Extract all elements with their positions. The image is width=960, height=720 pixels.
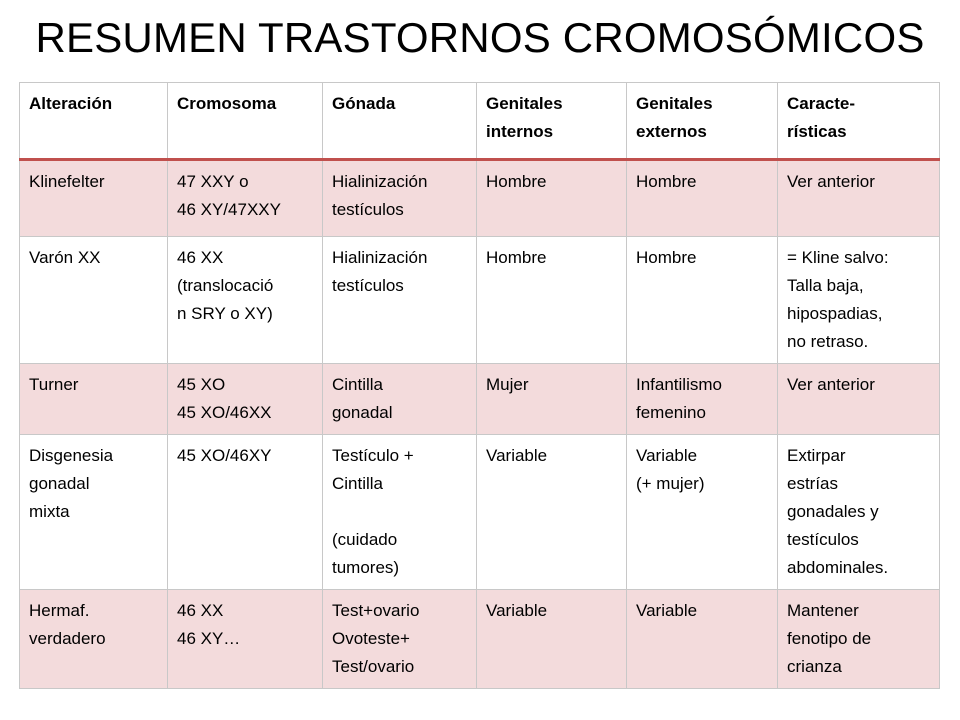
table-cell: Variable (627, 590, 778, 689)
table-cell: Mantener fenotipo de crianza (778, 590, 940, 689)
table-row (20, 160, 940, 237)
table-cell: Hermaf. verdadero (20, 590, 168, 689)
table-cell: Hombre (627, 237, 778, 364)
table-cell: Variable (+ mujer) (627, 435, 778, 590)
table-cell: Klinefelter (20, 160, 168, 237)
table-cell: Testículo + Cintilla (cuidado tumores) (323, 435, 477, 590)
table-cell: 46 XX (translocació n SRY o XY) (168, 237, 323, 364)
table-cell: Infantilismo femenino (627, 364, 778, 435)
table-cell: Cintilla gonadal (323, 364, 477, 435)
table-cell: Varón XX (20, 237, 168, 364)
table-cell: = Kline salvo: Talla baja, hipospadias, no retraso. (778, 237, 940, 364)
table-cell: Test+ovario Ovoteste+ Test/ovario (323, 590, 477, 689)
table-cell: Mujer (477, 364, 627, 435)
table-cell: 45 XO/46XY (168, 435, 323, 590)
chromosomal-disorders-table (19, 82, 940, 689)
table-cell: Turner (20, 364, 168, 435)
table-cell: Variable (477, 590, 627, 689)
table-cell: Hombre (477, 237, 627, 364)
table-cell: Hombre (627, 160, 778, 237)
table-cell: 45 XO 45 XO/46XX (168, 364, 323, 435)
table-cell: Ver anterior (778, 364, 940, 435)
header-genitales-externos: Genitales externos (627, 83, 778, 160)
slide-title: RESUMEN TRASTORNOS CROMOSÓMICOS (35, 14, 925, 61)
table-cell: 46 XX 46 XY… (168, 590, 323, 689)
header-genitales-internos: Genitales internos (477, 83, 627, 160)
table-cell: Hombre (477, 160, 627, 237)
table-cell: Ver anterior (778, 160, 940, 237)
header-cromosoma: Cromosoma (168, 83, 323, 160)
header-caracteristicas: Caracte- rísticas (778, 83, 940, 160)
table-row (20, 590, 940, 689)
table-cell: Hialinización testículos (323, 237, 477, 364)
table-cell: 47 XXY o 46 XY/47XXY (168, 160, 323, 237)
table-cell: Hialinización testículos (323, 160, 477, 237)
table-header-row (20, 83, 940, 160)
table-cell: Variable (477, 435, 627, 590)
table-row (20, 237, 940, 364)
table-row (20, 364, 940, 435)
table-row (20, 435, 940, 590)
table-cell: Disgenesia gonadal mixta (20, 435, 168, 590)
header-gonada: Gónada (323, 83, 477, 160)
table-cell: Extirpar estrías gonadales y testículos abdominales. (778, 435, 940, 590)
header-alteracion: Alteración (20, 83, 168, 160)
